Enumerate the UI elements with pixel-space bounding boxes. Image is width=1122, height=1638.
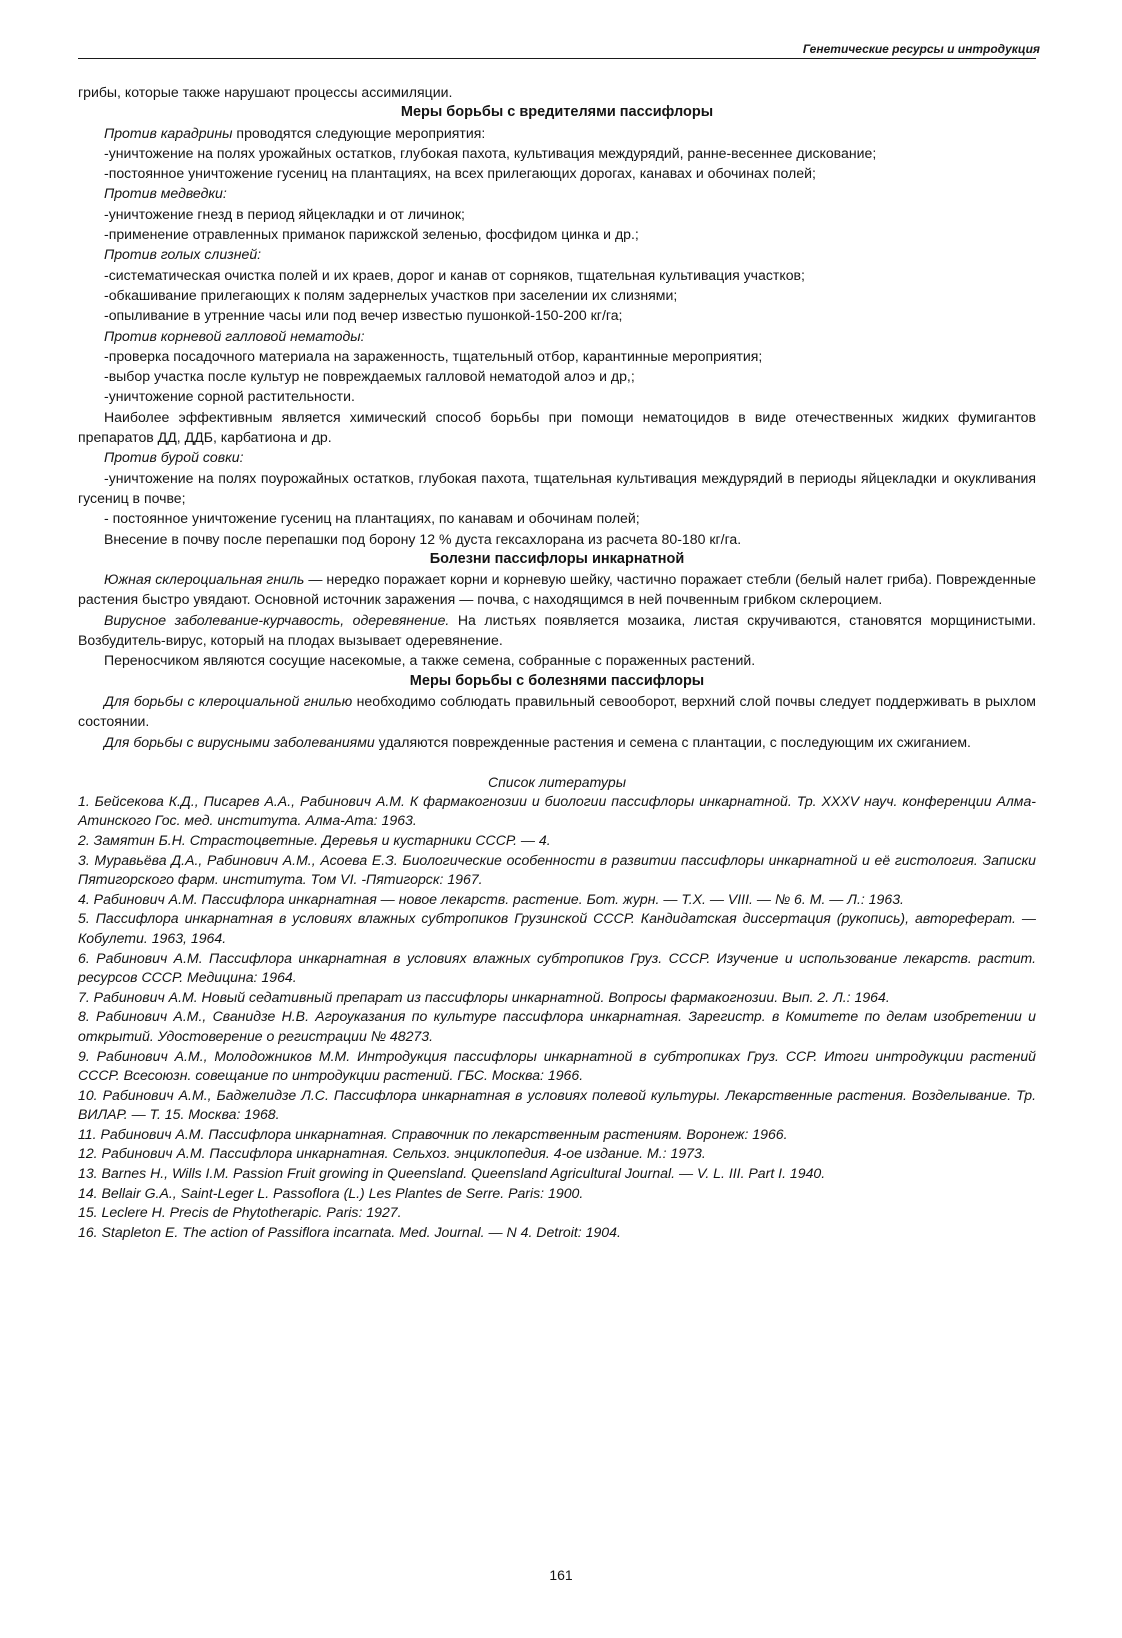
cutworm-item: -уничтожение на полях поурожайных остатков, глубокая пахота, тщательная культивация междурядий в периоды яйцекладки и окукливания гусениц в почве; (78, 469, 1036, 506)
references-title: Список литературы (487, 773, 627, 790)
nematode-chemical-paragraph: Наиболее эффективным является химический способ борьбы при помощи нематоцидов в виде отечественных жидких фумигантов препаратов ДД, ДДБ, карбатиона и др. (78, 408, 1036, 446)
mole-cricket-item: -уничтожение гнезд в период яйцекладки и от личинок; (104, 205, 465, 222)
nematode-item: -уничтожение сорной растительности. (104, 388, 355, 405)
nematode-subheading: Против корневой галловой нематоды: (104, 327, 365, 344)
cutworm-subheading: Против бурой совки: (104, 449, 244, 466)
rot-control-label: Для борьбы с клероциальной гнилью (104, 692, 353, 709)
reference-item: 6. Рабинович А.М. Пассифлора инкарнатная в условиях влажных субтропиков Груз. СССР. Изучение и использование лекарств. растит. ресурсов СССР. Медицина: 1964. (78, 949, 1036, 986)
reference-item: 9. Рабинович А.М., Молодожников М.М. Интродукция пассифлоры инкарнатной в субтропиках Груз. ССР. Итоги интродукции растений СССР. Всесоюзн. совещание по интродукции растений. ГБС. Москва: 1966. (78, 1047, 1036, 1084)
rot-control-paragraph (78, 691, 1036, 732)
caradrina-item: -уничтожение на полях урожайных остатков, глубокая пахота, культивация междурядий, ранне-весеннее дискование; (104, 144, 877, 161)
reference-item: 13. Barnes H., Wills I.M. Passion Fruit growing in Queensland. Queensland Agricultural Journal. — V. L. III. Part I. 1940. (78, 1165, 826, 1182)
viral-disease-paragraph (78, 610, 1036, 651)
reference-item: 11. Рабинович А.М. Пассифлора инкарнатная. Справочник по лекарственным растениям. Воронеж: 1966. (78, 1125, 788, 1142)
reference-item: 1. Бейсекова К.Д., Писарев А.А., Рабинович А.М. К фармакогнозии и биологии пассифлоры инкарнатной. Тр. XXXV науч. конференции Алма-Атинского Гос. мед. института. Алма-Ата: 1963. (78, 792, 1036, 829)
page-number: 161 (549, 1567, 573, 1583)
reference-item: 7. Рабинович А.М. Новый седативный препарат из пассифлоры инкарнатной. Вопросы фармакогнозии. Вып. 2. Л.: 1964. (78, 988, 890, 1005)
sclerotial-rot-text: — нередко поражает корни и корневую шейку, частично поражает стебли (белый налет гриба). Поврежденные растения быстро увядают. Основной источник заражения — почва, с находящимся в ней почвенным грибком склероцием. (78, 571, 1036, 608)
reference-item: 5. Пассифлора инкарнатная в условиях влажных субтропиков Грузинской СССР. Кандидатская диссертация (рукопись), автореферат. — Кобулети. 1963, 1964. (78, 910, 1036, 946)
rot-control-text: необходимо соблюдать правильный севооборот, верхний слой почвы следует поддерживать в рыхлом состоянии. (78, 692, 1036, 730)
reference-item: 12. Рабинович А.М. Пассифлора инкарнатная. Сельхоз. энциклопедия. 4-ое издание. М.: 1973. (78, 1145, 706, 1162)
slugs-subheading: Против голых слизней: (104, 246, 262, 263)
caradrina-text: проводятся следующие мероприятия: (232, 124, 486, 141)
nematode-item: -проверка посадочного материала на зараженность, тщательный отбор, карантинные мероприятия; (104, 347, 763, 364)
running-head: Генетические ресурсы и интродукция (802, 42, 1040, 56)
reference-item: 3. Муравьёва Д.А., Рабинович А.М., Асоева Е.З. Биологические особенности в развитии пассифлоры инкарнатной и её гистология. Записки Пятигорского фарм. института. Том VI. -Пятигорск: 1967. (78, 851, 1036, 888)
nematode-item: -выбор участка после культур не повреждаемых галловой нематодой алоэ и др,; (104, 368, 635, 385)
references-list (78, 792, 1036, 1243)
viral-control-label: Для борьбы с вирусными заболеваниями (104, 733, 375, 750)
intro-paragraph: грибы, которые также нарушают процессы ассимиляции. (78, 84, 453, 100)
reference-item: 15. Leclere H. Precis de Phytotherapic. Paris: 1927. (78, 1204, 402, 1221)
page-body (78, 82, 1036, 1242)
vectors-paragraph: Переносчиком являются сосущие насекомые, а также семена, собранные с пораженных растений. (104, 652, 756, 669)
header-rule (78, 58, 1036, 59)
reference-item: 10. Рабинович А.М., Баджелидзе Л.С. Пассифлора инкарнатная в условиях полевой культуры. Лекарственные растения. Возделывание. Тр. ВИЛАР. — Т. 15. Москва: 1968. (78, 1086, 1036, 1123)
caradrina-item: -постоянное уничтожение гусениц на плантациях, на всех прилегающих дорогах, канавах и обочинах полей; (104, 165, 816, 182)
viral-control-paragraph (78, 732, 1036, 752)
mole-cricket-item: -применение отравленных приманок парижской зеленью, фосфидом цинка и др.; (104, 226, 639, 243)
reference-item: 16. Stapleton E. The action of Passiflora incarnata. Med. Journal. — N 4. Detroit: 1904. (78, 1223, 621, 1240)
slugs-item: -систематическая очистка полей и их краев, дорог и канав от сорняков, тщательная культивация участков; (104, 266, 805, 283)
caradrina-label: Против карадрины (104, 124, 233, 141)
reference-item: 2. Замятин Б.Н. Страстоцветные. Деревья и кустарники СССР. — 4. (78, 831, 551, 848)
sclerotial-rot-paragraph (78, 569, 1036, 610)
reference-item: 4. Рабинович А.М. Пассифлора инкарнатная — новое лекарств. растение. Бот. журн. — Т.Х. — VIII. — № 6. М. — Л.: 1963. (78, 890, 904, 907)
reference-item: 14. Bellair G.A., Saint-Leger L. Passoflora (L.) Les Plantes de Serre. Paris: 1900. (78, 1184, 584, 1201)
section-heading-diseases: Болезни пассифлоры инкарнатной (429, 550, 685, 567)
viral-control-text: удаляются поврежденные растения и семена с плантации, с последующим их сжиганием. (374, 733, 971, 750)
reference-item: 8. Рабинович А.М., Сванидзе Н.В. Агроуказания по культуре пассифлора инкарнатная. Зарегистр. в Комитете по делам изобретении и открытий. Удостоверение о регистрации № 48273. (78, 1008, 1036, 1044)
viral-disease-text: На листьях появляется мозаика, листая скручиваются, становятся морщинистыми. Возбудитель-вирус, который на плодах вызывает одеревянение. (78, 611, 1036, 649)
section-heading-disease-control: Меры борьбы с болезнями пассифлоры (409, 672, 705, 689)
cutworm-soil-paragraph: Внесение в почву после перепашки под борону 12 % дуста гексахлорана из расчета 80-180 кг/га. (104, 530, 742, 547)
slugs-item: -обкашивание прилегающих к полям задернелых участков при заселении их слизнями; (104, 286, 678, 303)
slugs-item: -опыливание в утренние часы или под вечер известью пушонкой-150-200 кг/га; (104, 307, 623, 324)
viral-disease-label: Вирусное заболевание-курчавость, одеревянение. (104, 611, 450, 628)
caradrina-paragraph (78, 123, 1036, 143)
sclerotial-rot-label: Южная склероциальная гниль (104, 571, 305, 588)
cutworm-item: - постоянное уничтожение гусениц на плантациях, по канавам и обочинам полей; (104, 510, 640, 527)
section-heading-pest-control: Меры борьбы с вредителями пассифлоры (400, 104, 714, 121)
mole-cricket-subheading: Против медведки: (104, 185, 227, 202)
